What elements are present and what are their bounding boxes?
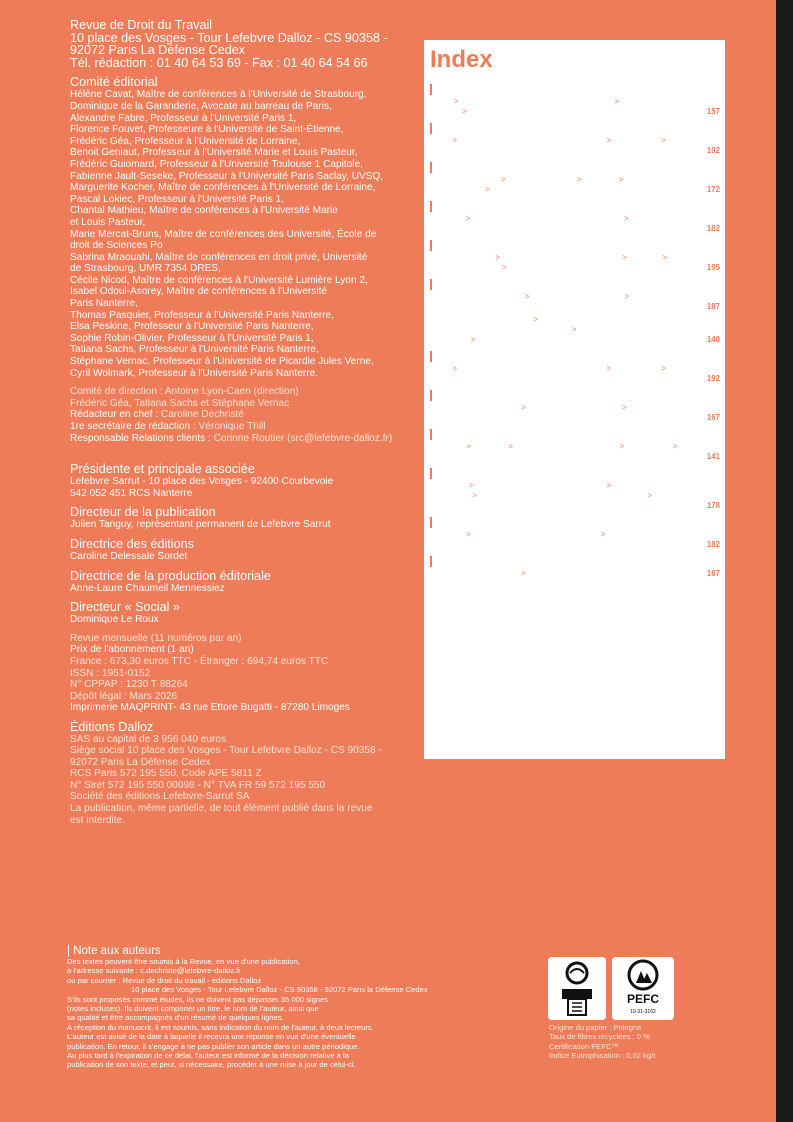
comite-member: de Strasbourg, UMR 7354 DRES, — [70, 263, 221, 275]
chevron-right-icon: > — [463, 530, 473, 539]
presidente-line: 542 052 451 RCS Nanterre — [70, 487, 193, 499]
chevron-right-icon: > — [451, 97, 461, 106]
index-term: Association effective des représentants du personnel à la gestion de l'entreprise — [430, 315, 678, 334]
index-section-heading: CONFLIT COLLECTIF — [430, 84, 720, 95]
chevron-right-icon: > — [612, 97, 622, 106]
index-section — [430, 201, 720, 234]
index-title: Index — [430, 46, 493, 73]
index-term: XVIe et XVIIe siècle — [430, 263, 500, 272]
index-term: Espagne — [629, 253, 661, 262]
chevron-right-icon: > — [498, 175, 508, 184]
editions-line: 92072 Paris La Défense Cedex — [70, 756, 211, 768]
direction-line — [70, 386, 415, 398]
presidente-line: Lefebvre Sarrut - 10 place des Vosges - 92400 Courbevoie — [70, 476, 334, 488]
chevron-right-icon: > — [619, 403, 629, 412]
chevron-right-icon: > — [522, 292, 532, 301]
index-term: Illettrisme — [430, 530, 464, 539]
chevron-right-icon: > — [645, 491, 653, 500]
index-term: Indemnité de licenciement — [528, 403, 620, 412]
index-entry[interactable] — [430, 175, 720, 195]
index-entry[interactable] — [430, 97, 720, 117]
editions-line: RCS Paris 572 195 550, Code APE 5811 Z — [70, 768, 262, 780]
redacteur-line — [70, 409, 415, 421]
index-entry-text — [430, 136, 680, 156]
index-entry-text — [430, 97, 680, 117]
index-page-number: 167 — [706, 569, 720, 578]
triman-icon — [548, 957, 606, 1020]
chevron-right-icon: > — [519, 403, 529, 412]
index-term: Pourboire — [430, 442, 465, 451]
index-section-heading: ENTREPRISE — [430, 162, 720, 173]
note-line: Au plus tard à l'expiration de ce délai, l'auteur est informé de la décision relative à la — [67, 1051, 349, 1061]
index-term: Transfert d'entreprise — [430, 403, 660, 422]
pefc-text: PEFC — [626, 992, 659, 1006]
revue-line: Revue mensuelle (11 numéros par an) — [70, 632, 242, 644]
chevron-right-icon: > — [519, 569, 529, 578]
chevron-right-icon: > — [616, 175, 626, 184]
note-line: publication. En retour, il s'engage à ne pas publier son article dans un autre périodique. — [67, 1041, 360, 1051]
secretaire-label: 1re secrétaire de rédaction : — [70, 421, 199, 432]
index-entry-text — [430, 315, 680, 345]
editions-line: est interdite. — [70, 814, 125, 826]
index-page-number: 157 — [706, 107, 720, 116]
index-term: Fait nouveau — [613, 364, 660, 373]
paper-line: Origine du papier : Pologne — [549, 1023, 642, 1032]
index-entry-text — [430, 569, 680, 579]
comite-member: Chantal Mathieu, Maître de conférences à l'Université Marie — [70, 205, 338, 217]
pefc-code: 10-31-3162 — [630, 1009, 656, 1015]
index-entry[interactable] — [430, 214, 720, 234]
index-entry[interactable] — [430, 530, 720, 550]
index-page-number: 182 — [706, 224, 720, 233]
index-entry[interactable] — [430, 315, 720, 345]
index-entry[interactable] — [430, 403, 720, 423]
index-entry-text — [430, 175, 680, 195]
index-entry[interactable] — [430, 136, 720, 156]
index-section — [430, 240, 720, 273]
chevron-right-icon: > — [450, 136, 460, 145]
index-entry-text — [430, 442, 680, 462]
presidente-heading: Présidente et principale associée — [70, 462, 255, 477]
directeur-publication-heading: Directeur de la publication — [70, 505, 216, 520]
redacteur-label: Rédacteur en chef : — [70, 409, 161, 421]
index-entry[interactable] — [430, 481, 720, 511]
index-section-heading: RUPTURE DU CONTRAT DE TRAVAIL — [430, 390, 720, 401]
index-term: Cercle Maurice Cohen — [477, 335, 557, 344]
index-section — [430, 123, 720, 156]
chevron-right-icon: > — [450, 364, 460, 373]
recycling-logo — [548, 957, 606, 1020]
chevron-right-icon: > — [659, 364, 666, 373]
comite-member: Sophie Robin-Olivier, Professeur à l'Université Paris 1, — [70, 332, 314, 344]
index-entry-text — [430, 364, 680, 384]
index-term: Prolongation — [626, 442, 671, 451]
chevron-right-icon: > — [499, 263, 509, 272]
comite-list — [70, 89, 415, 379]
note-line: (notes incluses). Ils doivent comporter un titre, le nom de l'auteur, ainsi que — [67, 1004, 319, 1014]
index-term: Conditions de désignation — [531, 292, 623, 301]
editions-line: SAS au capital de 3 956 040 euros — [70, 733, 227, 745]
editions-line: Siège social 10 place des Vosges - Tour Lefebvre Dalloz - CS 90358 - — [70, 745, 382, 757]
note-heading — [67, 945, 527, 957]
directrice-production-heading: Directrice de la production éditoriale — [70, 568, 271, 583]
redacteur-value: Caroline Dechristé — [160, 409, 244, 421]
index-term: Éditorial — [430, 452, 459, 461]
index-entry[interactable] — [430, 569, 720, 579]
index-entry-text — [430, 530, 680, 550]
note-line: L'auteur est avisé de la date à laquelle il recevra une réponse en vue d'une éventuelle — [67, 1032, 356, 1042]
note-line: S'ils sont proposés comme études, ils ne doivent pas dépasser 35 000 signes — [67, 994, 329, 1004]
chevron-right-icon: > — [464, 442, 474, 451]
masthead-line: 92072 Paris La Défense Cedex — [70, 43, 246, 58]
index-page-number: 141 — [706, 452, 720, 461]
index-term: Protection des travailleurs indiens — [502, 253, 621, 262]
secretaire-line — [70, 421, 415, 433]
chevron-right-icon: > — [617, 442, 627, 451]
comite-member: Tatiana Sachs, Professeur à l'Université Paris Nanterre, — [70, 344, 319, 356]
comite-member: Thomas Pasquier, Professeur à l'Université Paris Nanterre, — [70, 309, 334, 321]
relations-label: Responsable Relations clients : — [70, 432, 214, 444]
index-term: Jurisprudence nouvelle — [430, 146, 512, 155]
note-heading-text: Note aux auteurs — [73, 945, 161, 957]
note-line: sa qualité et être accompagnés d'un résumé de quelques lignes. — [67, 1013, 284, 1023]
index-term: Intérêt à agir de l'entreprise — [430, 530, 664, 549]
masthead-line: Tél. rédaction : 01 40 64 53 69 - Fax : 01 40 64 54 66 — [70, 55, 368, 70]
index-term: Liberté conventionnelle — [430, 292, 656, 311]
binding-edge — [776, 0, 793, 1122]
note-line: À réception du manuscrit, il est soumis, sans indication du nom de l'auteur, à deux lecteurs. — [67, 1022, 374, 1032]
index-term: Refus de l'employeur — [430, 481, 645, 500]
index-page-number: 167 — [706, 413, 720, 422]
index-section-heading: CONTENTIEUX — [430, 123, 720, 134]
index-term: Télétravail — [430, 481, 467, 490]
chevron-right-icon: > — [604, 364, 614, 373]
index-entry-text — [430, 403, 680, 423]
pefc-logo — [612, 957, 674, 1020]
chevron-right-icon: > — [493, 253, 503, 262]
editions-heading: Éditions Dalloz — [70, 719, 154, 734]
index-term: Directive Omnibus I — [430, 175, 499, 184]
index-section — [430, 279, 720, 345]
index-term: Illettrisme — [430, 214, 464, 223]
chevron-right-icon: > — [622, 292, 632, 301]
editions-line: Société des éditions Lefebvre-Sarrut SA — [70, 791, 250, 803]
chevron-right-icon: > — [506, 442, 516, 451]
pefc-tree-icon — [612, 957, 674, 993]
index-term: Activation des droits fondamentaux — [468, 107, 592, 116]
comite-member: Marie Mercat-Bruns, Maître de conférences des Université, École de — [70, 228, 377, 240]
chevron-right-icon: > — [660, 253, 668, 262]
comite-member: Paris Nanterre, — [70, 298, 138, 310]
index-entry-text — [430, 292, 680, 312]
index-term: Représentation du personnel — [430, 315, 532, 324]
index-entry-text — [430, 214, 680, 234]
paper-info — [549, 1023, 769, 1061]
chevron-right-icon: > — [470, 491, 480, 500]
chevron-right-icon: > — [463, 214, 473, 223]
index-term: Propositions de réformes législatives — [430, 325, 667, 344]
index-term: Devoir de vigilance — [507, 175, 575, 184]
cppap-line: N° CPPAP : 1230 T 88264 — [70, 679, 188, 691]
index-term: Globalisation de l'économie — [508, 263, 606, 272]
index-term: Représentant de proximité — [430, 292, 523, 301]
index-term: Opposition du salarié à la visite de son domicile — [479, 491, 646, 500]
index-term: Principe de concentration des prétentions — [459, 364, 605, 373]
index-page-number: 172 — [706, 185, 720, 194]
index-term: Diversité des actions dans le conflit collectif — [460, 97, 613, 106]
index-term: Contraction des obligations — [430, 175, 667, 194]
direction-line: Frédéric Géa, Tatiana Sachs et Stéphane Vernac — [70, 397, 290, 409]
index-section — [430, 162, 720, 195]
comite-member: Frédéric Guiomard, Professeur à l'Université Toulouse 1 Capitole, — [70, 158, 363, 170]
index-entry-text — [430, 253, 680, 273]
chevron-right-icon: > — [569, 325, 579, 334]
chevron-right-icon: > — [574, 175, 584, 184]
index-term: Durabilité — [583, 175, 617, 184]
index-page-number: 192 — [706, 146, 720, 155]
comite-member: Isabel Odoul-Asorey, Maître de conférences à l'Université — [70, 286, 328, 298]
comite-member: Hélène Cavat, Maître de conférences à l'Université de Strasbourg, — [70, 89, 367, 101]
index-term: Incidence de la situation d'illettrisme — [472, 530, 599, 539]
index-page-number: 178 — [706, 501, 720, 510]
comite-member: Sabrina Mraouahi, Maître de conférences en droit privé, Université — [70, 251, 368, 263]
index-term: Appel — [430, 136, 451, 145]
index-section-heading: SÉCURITÉ AU TRAVAIL — [430, 517, 720, 528]
chevron-right-icon: > — [604, 136, 614, 145]
index-section-heading: SANTÉ AU TRAVAIL — [430, 468, 720, 479]
note-line: ou par courrier : Revue de droit du travail - éditions Dalloz — [67, 975, 262, 985]
index-entry[interactable] — [430, 292, 720, 312]
relations-value: Corinne Routier (src@lefebvre-dalloz.fr) — [213, 432, 393, 444]
index-term: Indemnité de licenciement — [528, 569, 620, 578]
index-term: Intérêt à agir de l'entreprise — [430, 214, 676, 233]
direction-label: Comité de direction : — [70, 386, 165, 398]
note-line: à l'adresse suivante : c.dechriste@lefebvre-dalloz.fr — [67, 966, 241, 976]
issn-line: ISSN : 1951-0152 — [70, 667, 151, 679]
chevron-right-icon: > — [604, 481, 614, 490]
prix-heading: Prix de l'abonnement (1 an) — [70, 644, 194, 656]
index-page-number: 195 — [706, 263, 720, 272]
index-entry[interactable] — [430, 253, 720, 273]
comite-member: Cécile Nicod, Maître de conférences à l'Université Lumière Lyon 2, — [70, 274, 368, 286]
comite-heading: Comité éditorial — [70, 75, 158, 90]
index-term: Principe de concentration des prétentions — [459, 136, 605, 145]
masthead-line: Revue de Droit du Travail — [70, 18, 213, 32]
comite-member: Alexandre Fabre, Professeur à l'Université Paris 1, — [70, 112, 297, 124]
index-term: Prise en compte de la situation d'illettrisme — [472, 214, 623, 223]
index-section-heading: FORMATION PROFESSIONNELLE — [430, 201, 720, 212]
depot-line: Dépôt légal : Mars 2026 — [70, 690, 178, 702]
comite-member: Florence Fouvet, Professeure à l'Université de Saint-Étienne, — [70, 124, 344, 136]
chevron-right-icon: > — [659, 136, 666, 145]
index-section — [430, 351, 720, 384]
index-term: Obligation de sécurité et respect de la vie privée du salarié — [430, 501, 635, 510]
comite-member: Marguerite Kocher, Maître de conférences à l'Université de Lorraine, — [70, 182, 376, 194]
chevron-right-icon: > — [468, 335, 478, 344]
secretaire-value: Véronique Thill — [198, 421, 266, 432]
index-page-number: 192 — [706, 374, 720, 383]
relations-line — [70, 433, 415, 445]
note-aux-auteurs — [67, 945, 527, 1070]
index-section-heading: INSTITUTIONS REPRÉSENTATIVES DU PERSONNEL — [430, 279, 720, 290]
index-page-number: 187 — [706, 302, 720, 311]
index-term: Exonération fiscale et sociale — [515, 442, 618, 451]
chevron-right-icon: > — [598, 530, 608, 539]
note-line: 10 place des Vosges - Tour Lefebvre Dalloz - CS 90358 - 92072 Paris la Défense Cedex — [131, 985, 428, 995]
index-section — [430, 390, 720, 423]
note-rest — [67, 995, 527, 1070]
directrice-editions-heading: Directrice des éditions — [70, 536, 194, 551]
index-section — [430, 556, 720, 579]
prix-line: France : 673,30 euros TTC - Étranger : 694,74 euros TTC — [70, 655, 329, 667]
index-page-number: 148 — [706, 335, 720, 344]
index-term: Régime juridique — [430, 97, 649, 116]
directeur-social-heading: Directeur « Social » — [70, 600, 180, 615]
index-term: Licenciement privé d'effet — [430, 569, 520, 578]
directrice-editions-value: Caroline Delessale Sordet — [70, 550, 188, 562]
comite-member: Pascal Lokiec, Professeur à l'Université Paris 1, — [70, 193, 284, 205]
note-bar-icon: | — [67, 945, 74, 957]
direction-value: Antoine Lyon-Caen (direction) — [164, 386, 299, 398]
paper-line: Taux de fibres recyclées : 0 % — [549, 1032, 650, 1042]
index-entry[interactable] — [430, 442, 720, 462]
index-term: Les lois des Indes — [430, 253, 494, 262]
note-line: publication de son texte, et peut, si nécessaire, procéder à une mise à jour de celui-ci. — [67, 1060, 356, 1070]
editions-line: La publication, même partielle, de tout élément publié dans la revue — [70, 803, 373, 815]
index-term: Préconisations du médecin du travail — [475, 481, 605, 490]
chevron-right-icon: > — [620, 253, 630, 262]
index-term: Appel — [430, 364, 451, 373]
note-line: Des textes peuvent être soumis à la Revue, en vue d'une publication, — [67, 957, 300, 966]
comite-member: Cyril Wolmark, Professeur à l'Université Paris Nanterre. — [70, 367, 318, 379]
comite-member: Elsa Peskine, Professeur à l'Université Paris Nanterre, — [70, 321, 314, 333]
index-section-heading: SALAIRE — [430, 429, 720, 440]
index-section — [430, 468, 720, 511]
paper-line: Certification PEFC™ — [549, 1041, 620, 1051]
index-entry[interactable] — [430, 364, 720, 384]
index-term: Grève — [430, 97, 452, 106]
directrice-production-value: Anne-Laure Chaumeil Mennessiez — [70, 582, 225, 594]
editions-list — [70, 734, 415, 827]
masthead-line: 10 place des Vosges - Tour Lefebvre Dalloz - CS 90358 - — [70, 30, 388, 45]
chevron-right-icon: > — [459, 107, 469, 116]
index-page-number: 182 — [706, 540, 720, 549]
left-column — [70, 19, 415, 826]
index-section — [430, 517, 720, 550]
index-section-heading: PROCÉDURE — [430, 351, 720, 362]
comite-member: Stéphane Vernac, Professeur à l'Université de Picardie Jules Verne, — [70, 356, 374, 368]
index-section — [430, 84, 720, 117]
index-term: Domaine d'application — [491, 185, 570, 194]
comite-member: Dominique de la Garanderie, Avocate au barreau de Paris, — [70, 100, 332, 112]
index-section-heading: HISTOIRE DU DROIT DU TRAVAIL — [430, 240, 720, 251]
directeur-social-value: Dominique Le Roux — [70, 614, 159, 626]
index-body — [430, 84, 720, 585]
imprimerie-line: Imprimerie MAQPRINT- 43 rue Ettore Bugatti - 87280 Limoges — [70, 702, 350, 714]
chevron-right-icon: > — [622, 214, 632, 223]
paper-line: Indice Eutrophisation : 0,02 kg/t — [549, 1051, 656, 1061]
comite-member: droit de Sciences Po — [70, 240, 163, 252]
chevron-right-icon: > — [670, 442, 678, 451]
index-term: Licenciement privé d'effet — [430, 403, 520, 412]
comite-member: Benoit Geniaut, Professeur à l'Université Marie et Louis Pasteur, — [70, 147, 358, 159]
index-term: Jurisprudence nouvelle — [430, 374, 512, 383]
comite-member: Frédéric Géa, Professeur à l'Université de Lorraine, — [70, 135, 301, 147]
index-entry-text — [430, 481, 680, 511]
index-term: Fait nouveau — [613, 136, 660, 145]
certification-logos — [548, 957, 674, 1020]
directeur-publication-value: Julien Tanguy, représentant permanent de Lefebvre Sarrut — [70, 519, 331, 531]
chevron-right-icon: > — [482, 185, 492, 194]
index-section-heading: TRANSFERT D'ENTREPRISE — [430, 556, 720, 567]
comite-member: et Louis Pasteur, — [70, 216, 146, 228]
chevron-right-icon: > — [531, 315, 540, 324]
editions-line: N° Siret 572 195 550 00098 - N° TVA FR 59 572 195 550 — [70, 779, 326, 791]
index-section — [430, 429, 720, 462]
chevron-right-icon: > — [466, 481, 476, 490]
comite-member: Fabienne Jault-Seseke, Professeur à l'Université Paris Saclay, UVSQ, — [70, 170, 384, 182]
index-term: Définition — [473, 442, 507, 451]
